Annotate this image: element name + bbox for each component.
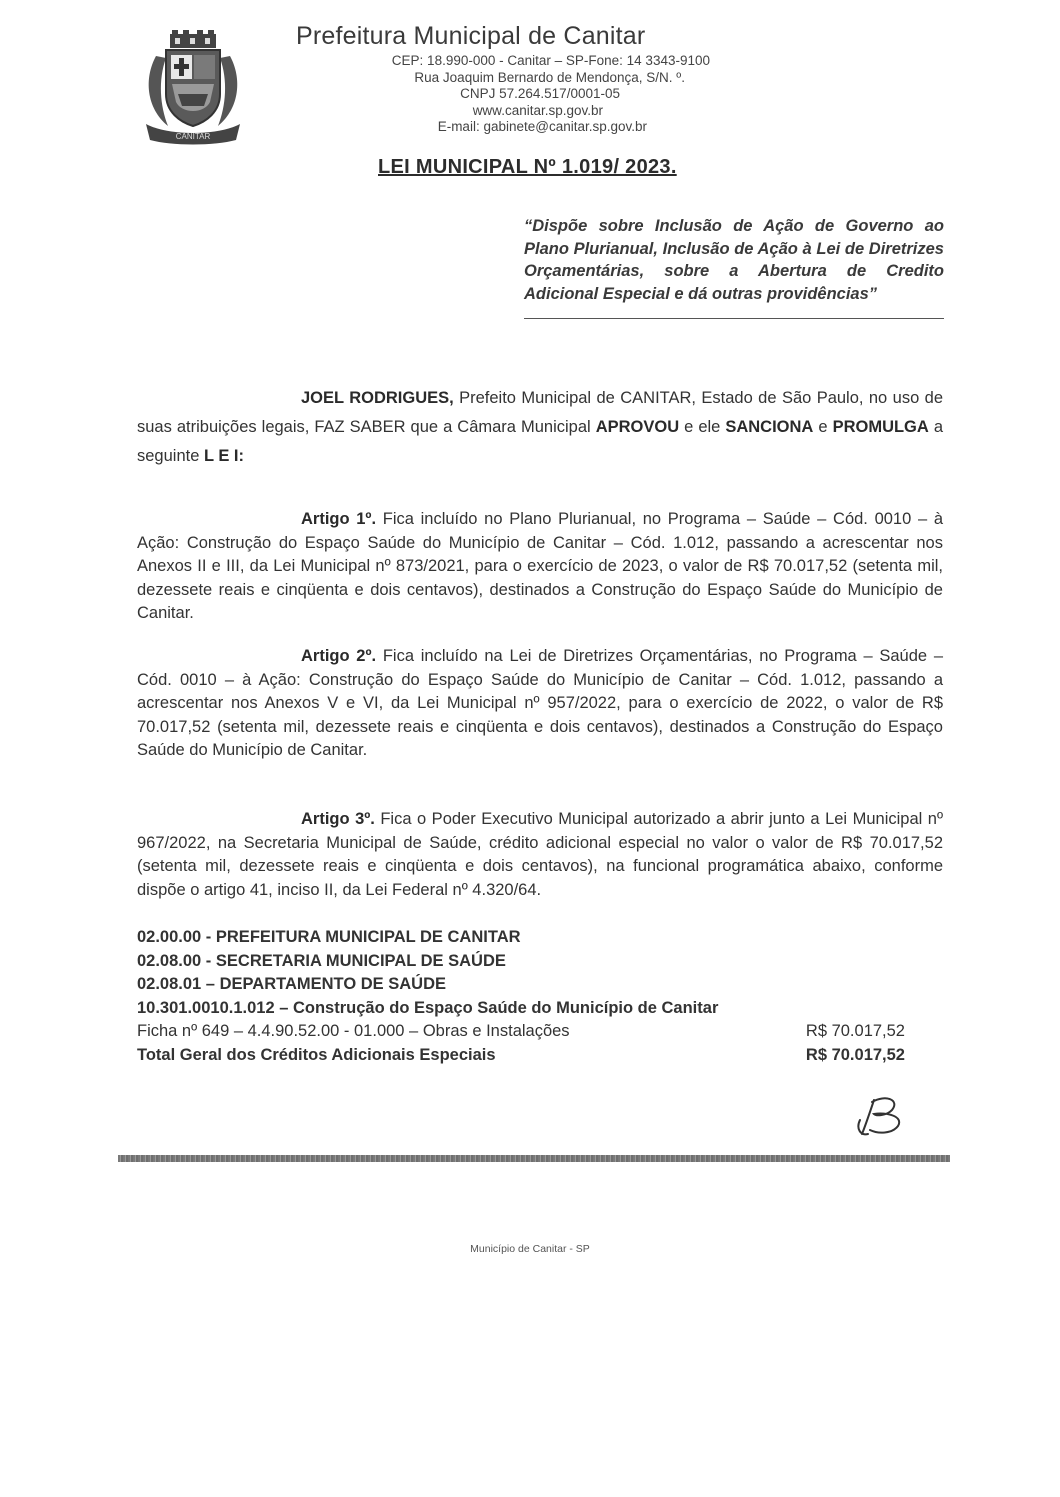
- municipal-crest-icon: [138, 28, 248, 146]
- letterhead: [260, 22, 760, 136]
- footer-text: Município de Canitar - SP: [470, 1243, 590, 1255]
- article-3: [137, 808, 943, 902]
- preamble-lei: L E I:: [203, 447, 245, 465]
- mayor-name: JOEL RODRIGUES,: [301, 389, 454, 407]
- preamble: [137, 384, 943, 471]
- website-link[interactable]: www.canitar.sp.gov.br: [472, 102, 603, 118]
- summary-underline: [524, 318, 944, 319]
- cnpj-line: CNPJ 57.264.517/0001-05: [460, 86, 620, 101]
- preamble-text: e: [813, 418, 833, 436]
- email-line[interactable]: E-mail: gabinete@canitar.sp.gov.br: [437, 119, 647, 134]
- preamble-aprovou: APROVOU: [595, 418, 680, 436]
- article-label: Artigo 3º.: [301, 810, 375, 828]
- total-amount: R$ 70.017,52: [805, 1045, 905, 1064]
- budget-total-row: [137, 1044, 927, 1068]
- preamble-promulga: PROMULGA: [832, 418, 929, 436]
- crest-ribbon-text: CANITAR: [175, 132, 211, 141]
- article-1: [137, 508, 943, 626]
- ficha-amount: R$ 70.017,52: [805, 1022, 905, 1040]
- budget-line-secretaria: 02.08.00 - SECRETARIA MUNICIPAL DE SAÚDE: [137, 951, 506, 970]
- law-summary: “Dispõe sobre Inclusão de Ação de Governo ao Plano Plurianual, Inclusão de Ação à Lei de Diretrizes Orçamentárias, sobre a Abertura de Credito Adicional Especial e dá outras providências”: [524, 217, 944, 303]
- article-2: [137, 645, 943, 763]
- preamble-sanciona: SANCIONA: [725, 418, 814, 436]
- ficha-label: Ficha nº 649 – 4.4.90.52.00 - 01.000 – Obras e Instalações: [137, 1022, 570, 1040]
- preamble-text: a seguinte: [137, 418, 943, 465]
- budget-line-funcional: 10.301.0010.1.012 – Construção do Espaço Saúde do Município de Canitar: [137, 998, 719, 1017]
- footer-divider: [118, 1155, 950, 1162]
- signature-initials-icon: [852, 1090, 912, 1140]
- budget-line-prefeitura: 02.00.00 - PREFEITURA MUNICIPAL DE CANITAR: [137, 928, 521, 946]
- article-text: Fica incluído no Plano Plurianual, no Programa – Saúde – Cód. 0010 – à Ação: Construção do Espaço Saúde do Município de Canitar – Cód. 1.012, passando a acrescentar nos Anexos II e III, da Lei Municipal nº 873/2021, para o exercício de 2023, o valor de R$ 70.017,52 (setenta mil, dezessete reais e cinqüenta e dois centavos), destinados a Construção do Espaço Saúde do Município de Canitar.: [137, 510, 944, 622]
- org-name: Prefeitura Municipal de Canitar: [296, 22, 646, 50]
- address-line: Rua Joaquim Bernardo de Mendonça, S/N. º.: [414, 69, 685, 85]
- article-label: Artigo 1º.: [301, 510, 377, 528]
- preamble-text: Prefeito Municipal de CANITAR, Estado de São Paulo, no uso de suas atribuições legais, FAZ SABER que a Câmara Municipal: [137, 389, 943, 436]
- article-label: Artigo 2º.: [301, 647, 377, 665]
- budget-allocation: [137, 926, 927, 1067]
- law-title: LEI MUNICIPAL Nº 1.019/ 2023.: [378, 156, 677, 178]
- budget-ficha-row: [137, 1020, 927, 1044]
- cep-line: CEP: 18.990-000 - Canitar – SP-Fone: 14 3343-9100: [391, 53, 710, 68]
- preamble-text: e ele: [679, 418, 726, 436]
- budget-line-departamento: 02.08.01 – DEPARTAMENTO DE SAÚDE: [137, 975, 447, 993]
- article-text: Fica o Poder Executivo Municipal autorizado a abrir junto a Lei Municipal nº 967/2022, na Secretaria Municipal de Saúde, crédito adicional especial no valor o valor de R$ 70.017,52 (setenta mil, dezessete reais e cinqüenta e dois centavos), na funcional programática abaixo, conforme dispõe o artigo 41, inciso II, da Lei Federal nº 4.320/64.: [137, 810, 943, 899]
- article-text: Fica incluído na Lei de Diretrizes Orçamentárias, no Programa – Saúde – Cód. 0010 – à Ação: Construção do Espaço Saúde do Município de Canitar – Cód. 1.012, passando a acrescentar nos Anexos V e VI, da Lei Municipal nº 957/2022, para o exercício de 2022, o valor de R$ 70.017,52 (setenta mil, dezessete reais e cinqüenta e dois centavos), destinados a Construção do Espaço Saúde do Município de Canitar.: [137, 647, 943, 759]
- total-label: Total Geral dos Créditos Adicionais Especiais: [137, 1045, 496, 1064]
